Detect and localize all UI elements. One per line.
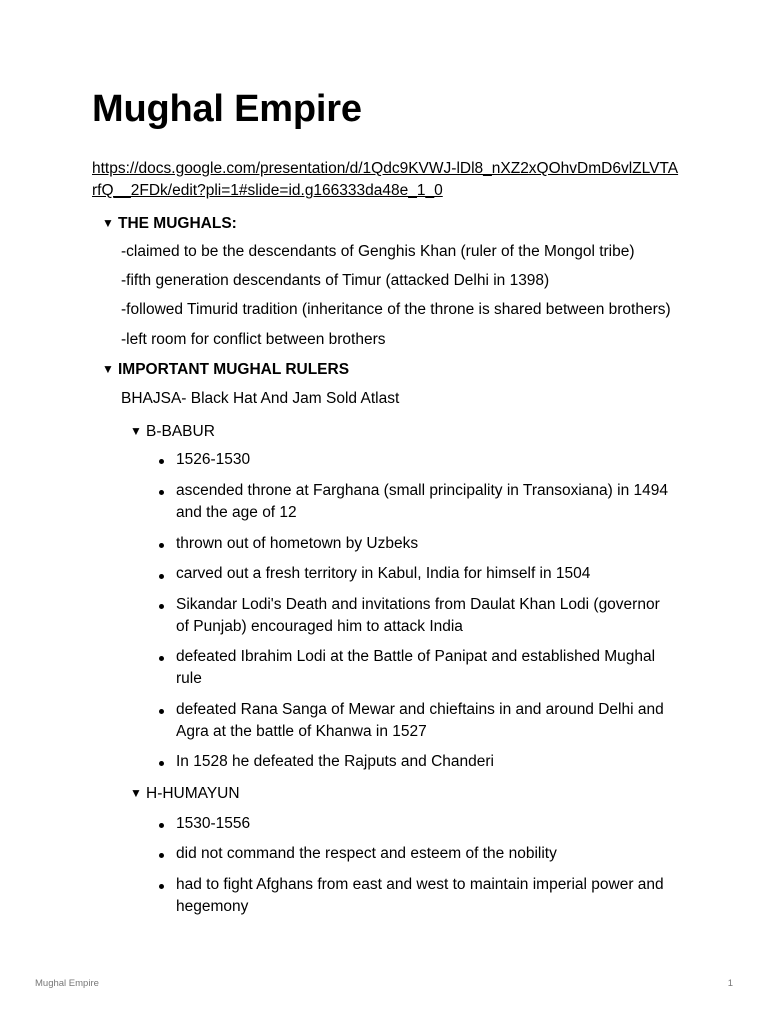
subsection-heading: B-BABUR [146, 423, 215, 440]
bullet-item: carved out a fresh territory in Kabul, India for himself in 1504 [176, 565, 591, 582]
page-title: Mughal Empire [92, 88, 362, 130]
bullet-item: In 1528 he defeated the Rajputs and Chanderi [176, 753, 494, 770]
list-item: -followed Timurid tradition (inheritance of the throne is shared between brothers) [121, 301, 671, 318]
bullet-item: ascended throne at Farghana (small principality in Transoxiana) in 1494 and the age of 12 [176, 482, 668, 521]
bullet-dot-icon [159, 823, 164, 828]
footer-title: Mughal Empire [35, 978, 99, 989]
bullet-item: defeated Ibrahim Lodi at the Battle of Panipat and established Mughal rule [176, 648, 656, 687]
list-item: -fifth generation descendants of Timur (attacked Delhi in 1398) [121, 272, 550, 289]
bullet-dot-icon [159, 709, 164, 714]
bullet-dot-icon [159, 884, 164, 889]
section-mughals-header[interactable] [102, 212, 237, 235]
bullet-item: Sikandar Lodi's Death and invitations from Daulat Khan Lodi (governor of Punjab) encouraged him to attack India [176, 596, 660, 635]
bullet-dot-icon [159, 853, 164, 858]
mnemonic-text: BHAJSA- Black Hat And Jam Sold Atlast [121, 390, 400, 407]
section-heading: IMPORTANT MUGHAL RULERS [118, 361, 350, 378]
bullet-item: defeated Rana Sanga of Mewar and chieftains in and around Delhi and Agra at the battle of Khanwa in 1527 [176, 701, 664, 740]
presentation-link[interactable]: https://docs.google.com/presentation/d/1Qdc9KVWJ-lDl8_nXZ2xQOhvDmD6vlZLVTArfQ__2FDk/edit?pli=1#slide=id.g166333da48e_1_0 [92, 160, 679, 199]
page-number: 1 [727, 978, 733, 989]
bullet-dot-icon [159, 459, 164, 464]
collapse-triangle-icon[interactable]: ▼ [130, 786, 142, 800]
section-rulers-header[interactable] [102, 358, 349, 381]
subsection-heading: H-HUMAYUN [146, 785, 240, 802]
collapse-triangle-icon[interactable]: ▼ [102, 362, 114, 376]
bullet-item: thrown out of hometown by Uzbeks [176, 535, 419, 552]
bullet-dot-icon [159, 761, 164, 766]
section-heading: THE MUGHALS: [118, 215, 237, 232]
bullet-item: had to fight Afghans from east and west to maintain imperial power and hegemony [176, 876, 664, 915]
bullet-dot-icon [159, 490, 164, 495]
list-item: -claimed to be the descendants of Genghis Khan (ruler of the Mongol tribe) [121, 243, 635, 260]
collapse-triangle-icon[interactable]: ▼ [130, 424, 142, 438]
bullet-dot-icon [159, 604, 164, 609]
bullet-dot-icon [159, 656, 164, 661]
collapse-triangle-icon[interactable]: ▼ [102, 216, 114, 230]
bullet-dot-icon [159, 543, 164, 548]
bullet-item: 1526-1530 [176, 451, 251, 468]
subsection-humayun-header[interactable] [130, 782, 240, 805]
subsection-babur-header[interactable] [130, 420, 215, 443]
bullet-item: did not command the respect and esteem of the nobility [176, 845, 557, 862]
bullet-dot-icon [159, 574, 164, 579]
bullet-item: 1530-1556 [176, 815, 251, 832]
list-item: -left room for conflict between brothers [121, 331, 386, 348]
